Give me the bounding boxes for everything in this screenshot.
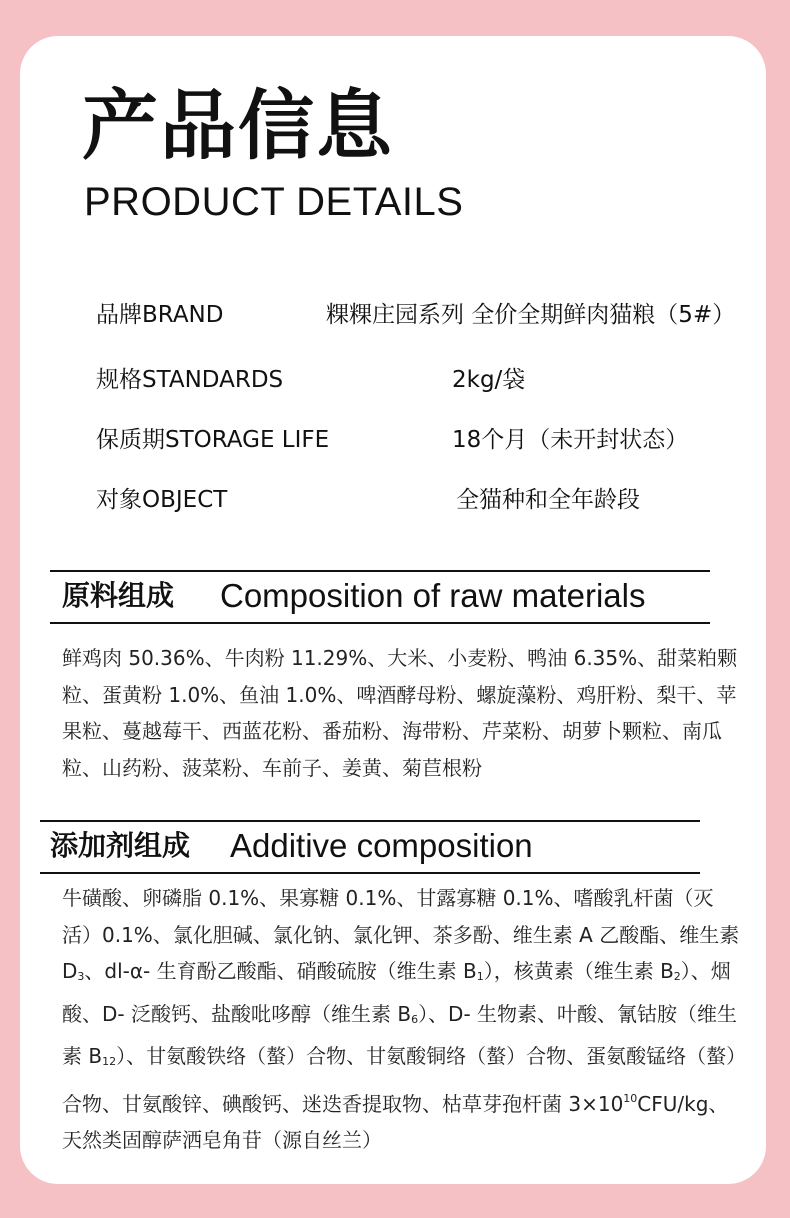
brand-label: 品牌BRAND: [96, 302, 224, 328]
raw-materials-title-en: Composition of raw materials: [220, 577, 646, 614]
additives-text-part: ）、烟酸、D- 泛酸钙、盐酸吡哆醇（维生素 B: [62, 959, 731, 1026]
standards-label: 规格STANDARDS: [96, 367, 284, 393]
storage-life-label: 保质期STORAGE LIFE: [96, 427, 330, 453]
raw-materials-title-cn: 原料组成: [62, 579, 175, 612]
page-title: 产品信息: [82, 81, 394, 170]
additives-heading: [40, 820, 700, 874]
brand-value: 粿粿庄园系列 全价全期鲜肉猫粮（5#）: [326, 302, 736, 328]
info-row-brand: [20, 298, 766, 332]
additives-text-part: ）、D- 生物素、叶酸、氰钴胺（维生素 B: [62, 1001, 738, 1068]
superscript: 10: [623, 1091, 638, 1105]
object-label: 对象OBJECT: [96, 487, 228, 513]
info-row-standards: [20, 363, 766, 397]
info-row-object: [20, 483, 766, 517]
raw-materials-heading: [50, 570, 710, 624]
subscript: 1: [476, 970, 484, 983]
subscript: 6: [411, 1012, 419, 1026]
storage-life-value: 18个月（未开封状态）: [452, 427, 689, 453]
additives-text-part: 、dl-α- 生育酚乙酸酯、硝酸硫胺（维生素 B: [84, 959, 477, 983]
info-row-storage-life: [20, 423, 766, 457]
subscript: 3: [77, 970, 85, 983]
additives-title-en: Additive composition: [230, 827, 533, 864]
standards-value: 2kg/袋: [452, 367, 526, 393]
subscript: 12: [102, 1055, 117, 1068]
object-value: 全猫种和全年龄段: [456, 487, 640, 513]
additives-text: [62, 880, 742, 1159]
subscript: 2: [673, 970, 681, 983]
additives-text-part: 牛磺酸、卵磷脂 0.1%、果寡糖 0.1%、甘露寡糖 0.1%、嗜酸乳杆菌（灭活）0.1%、氯化胆碱、氯化钠、氯化钾、茶多酚、维生素 A 乙酸酯、维生素 D: [62, 886, 740, 983]
additives-title-cn: 添加剂组成: [50, 829, 191, 862]
page-subtitle: PRODUCT DETAILS: [84, 180, 464, 224]
raw-materials-text: 鲜鸡肉 50.36%、牛肉粉 11.29%、大米、小麦粉、鸭油 6.35%、甜菜粕颗粒、蛋黄粉 1.0%、鱼油 1.0%、啤酒酵母粉、螺旋藻粉、鸡肝粉、梨干、苹果粒、蔓越莓干、西蓝花粉、番茄粉、海带粉、芹菜粉、胡萝卜颗粒、南瓜粒、山药粉、菠菜粉、车前子、姜黄、菊苣根粉: [62, 646, 738, 780]
additives-text-part: ），核黄素（维生素 B: [483, 959, 674, 983]
product-details-card: [20, 36, 766, 1184]
additives-text-part: ）、甘氨酸铁络（螯）合物、甘氨酸铜络（螯）合物、蛋氨酸锰络（螯）合物、甘氨酸锌、碘酸钙、迷迭香提取物、枯草芽孢杆菌 3×10: [62, 1044, 737, 1116]
additives-text-part: CFU/kg、天然类固醇萨洒皂角苷（源自丝兰）: [62, 1091, 729, 1152]
